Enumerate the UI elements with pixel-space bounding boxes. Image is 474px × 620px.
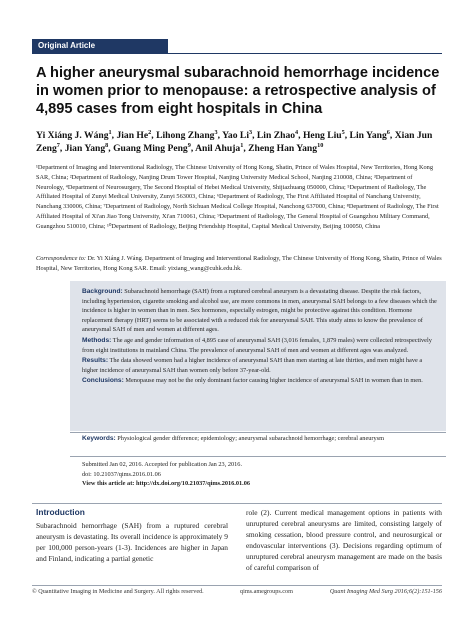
author-affiliation-marker: 8 [105,141,109,149]
keywords [82,434,438,444]
keywords-rule-bottom [70,456,446,457]
author-name: Guang Ming Peng [113,143,188,154]
author-affiliation-marker: 10 [317,141,324,149]
footer-site-link[interactable]: qims.amegroups.com [240,588,293,595]
author-affiliation-marker: 3 [248,128,253,136]
author-affiliation-marker: 1 [240,141,244,149]
abstract-background-text: Subarachnoid hemorrhage (SAH) from a ruptured cerebral aneurysm is a devastating disease. Despite the risk factors, including hypertension, cigarette smoking and alcohol use, are more commons in men, aneurysmal SAH belongs to a few diseases which the incidence is higher in women than in men. Sex hormones, especially estrogen, might be protective against this condition. Hormone replacement therapy (HRT) seems to be associated with a reduced risk for aneurysmal SAH. This study aims to know the prevalence of aneurysmal SAH of men and women at different ages. [82,288,437,334]
header-rule [32,53,442,54]
author-affiliation-marker: 4 [295,128,299,136]
abstract-results [82,356,438,375]
author-affiliation-marker: 9 [187,141,191,149]
article-link[interactable]: View this article at: http://dx.doi.org/10.21037/qims.2016.01.06 [82,480,251,488]
abstract-background-label: Background: [82,288,123,295]
intro-rule [32,503,442,504]
footer-copyright: © Quantitative Imaging in Medicine and Surgery. All rights reserved. [32,588,204,595]
author-name: Yao Li [222,130,249,141]
author-name: Heng Liu [302,130,342,141]
abstract-methods [82,336,438,355]
author-affiliation-marker: 3 [214,128,218,136]
author-name: Jian He [116,130,149,141]
author-name: Lin Yang [349,130,387,141]
author-name: Xian Jun Zeng [36,130,433,154]
keywords-label: Keywords: [82,435,116,442]
section-tag: Original Article [32,39,168,53]
submission-info [82,460,438,489]
author-name: Lihong Zhang [156,130,215,141]
keywords-text: Physiological gender difference; epidemiology; aneurysmal subarachnoid hemorrhage; cerebral aneurysm [115,435,384,442]
abstract [82,287,438,387]
intro-left-column: Subarachnoid hemorrhage (SAH) from a ruptured cerebral aneurysm is devastating. Its overall incidence is approximately 9 per 100,000 person-years (1-3). Incidences are higher in Japan and Finland, indicating a partial genetic [36,521,228,563]
author-affiliation-marker: 1 [108,128,112,136]
abstract-methods-text: The age and gender information of 4,895 case of aneurysmal SAH (3,016 females, 1,879 males) were collected retrospectively from eight institutions in mainland China. The prevalence of aneurysmal SAH of men and women at different ages was analyzed. [82,336,432,354]
article-title: A higher aneurysmal subarachnoid hemorrhage incidence in women prior to menopause: a retrospective analysis of 4,895 cases from eight hospitals in China [36,65,440,117]
author-affiliation-marker: 5 [341,128,345,136]
author-name: Anil Ahuja [195,143,241,154]
doi: doi: 10.21037/qims.2016.01.06 [82,470,161,478]
abstract-methods-label: Methods: [82,336,112,344]
correspondence [36,254,442,274]
abstract-background [82,287,438,335]
author-name: Yi Xiáng J. Wáng [36,130,109,141]
intro-right-column: role (2). Current medical management options in patients with unruptured cerebral aneurysms are limited, consisting largely of smoking cessation, blood pressure control, and neurosurgical or endovascular interventions (3). Decisions regarding optimum of unruptured cerebral aneurysm management are made on the basis of careful comparison of [246,508,442,572]
author-name: Lin Zhao [256,130,296,141]
abstract-conclusions-text: Menopause may not be the only dominant factor causing higher incidence of aneurysmal SAH in women than in men. [123,377,423,385]
footer-rule [32,585,442,586]
affiliations: ¹Department of Imaging and Interventional Radiology, The Chinese University of Hong Kong, Shatin, Prince of Wales Hospital, New Territories, Hong Kong SAR, China; ²Department of Radiology, Nanjing Drum Tower Hospital, Nanjing University Medical School, Nanjing 210008, China; ³Department of Neurology, ⁴Department of Neurosurgery, The Second Hospital of Hebei Medical University, Shijiazhuang 050000, China; ⁵Department of Radiology, The Affiliated Hospital of Zunyi Medical University, Zunyi 563003, China; ⁶Department of Radiology, The First Affiliated Hospital of Nanchang University, Nanchang 330006, China; ⁷Department of Radiology, North Sichuan Medical College Hospital, Nanchong 637000, China; ⁸Department of Radiology, The First Affiliated Hospital of Xi'an Jiao Tong University, Xi'an 710061, China; ⁹Department of Radiology, The General Hospital of Guangzhou Military Command, Guangzhou 510010, China; ¹⁰Department of Radiology, Beijing Friendship Hospital, Capital Medical University, Beijing 100050, China [36,164,439,230]
correspondence-text: Dr. Yi Xiáng J. Wáng. Department of Imaging and Interventional Radiology, The Chinese University of Hong Kong, Shatin, Prince of Wales Hospital, New Territories, Hong Kong SAR. Email: yixiang_wang@cuhk.edu.hk. [36,255,442,272]
author-affiliation-marker: 2 [148,128,152,136]
keywords-rule-top [70,432,446,433]
abstract-results-label: Results: [82,357,109,365]
intro-heading: Introduction [36,507,85,517]
author-name: Jian Yang [64,143,106,154]
author-name: Zheng Han Yang [248,143,318,154]
submission-dates: Submitted Jan 02, 2016. Accepted for publication Jan 23, 2016. [82,461,243,468]
author-affiliation-marker: 6 [386,128,390,136]
author-list: Yi Xiáng J. Wáng$^1$, Jian He$^2$, Lihong Zhang$^3$, Yao Li$^3$, Lin Zhao$^4$, Heng Liu$^5$, Lin Yang$^6$, Xian Jun Zeng$^7$, Jian Yang$^8$, Guang Ming Peng$^9$, Anil Ahuja$^1$, Zheng Han Yang$^{10}$ [36,128,433,154]
abstract-results-text: The data showed women had a higher incidence of aneurysmal SAH than men starting at late thirties, and men might have a higher incidence of aneurysmal SAH than women only before 37-year-old. [82,357,423,374]
abstract-conclusions [82,376,438,386]
abstract-conclusions-label: Conclusions: [82,377,124,385]
author-affiliation-marker: 7 [56,141,60,149]
correspondence-label: Correspondence to: [36,255,86,262]
footer-citation: Quant Imaging Med Surg 2016;6(2):151-156 [329,588,442,595]
